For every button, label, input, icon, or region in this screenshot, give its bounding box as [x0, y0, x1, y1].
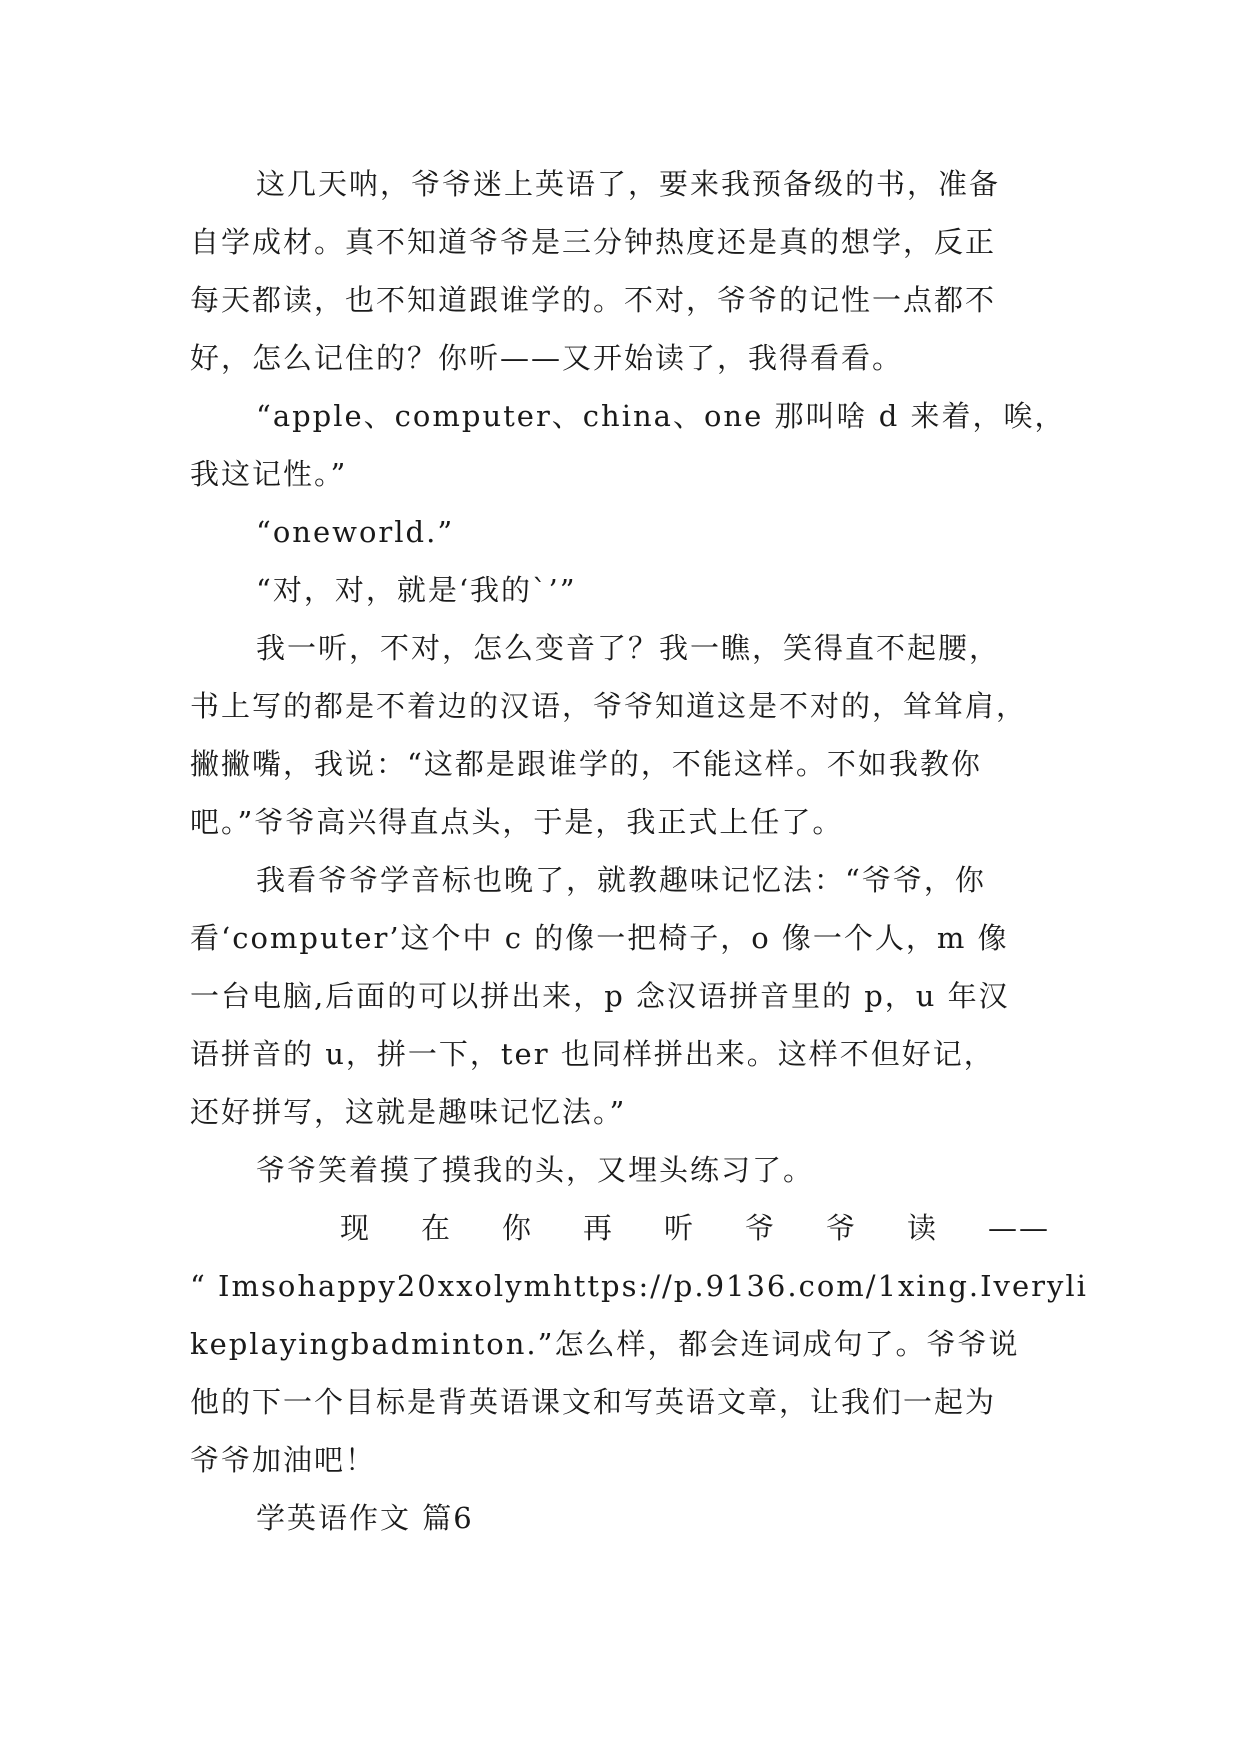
text-line: 我这记性。” — [190, 457, 348, 491]
paragraph-yes-quote — [190, 561, 1050, 619]
spread-char: —— — [988, 1211, 1050, 1245]
paragraph-grandpa-learning — [190, 155, 1050, 387]
text-line: 我看爷爷学音标也晚了，就教趣味记忆法：“爷爷，你 — [256, 863, 986, 897]
text-line: 自学成材。真不知道爷爷是三分钟热度还是真的想学，反正 — [190, 225, 997, 259]
paragraph-laughing — [190, 619, 1050, 851]
text-line: 看‘computer’这个中 c 的像一把椅子，o 像一个人，m 像 — [190, 921, 1009, 955]
text-line: 一台电脑,后面的可以拼出来，p 念汉语拼音里的 p，u 年汉 — [190, 979, 1010, 1013]
spread-char: 爷 — [745, 1211, 777, 1245]
text-line: “oneworld.” — [256, 515, 455, 549]
text-line: 爷爷笑着摸了摸我的头，又埋头练习了。 — [256, 1153, 815, 1187]
paragraph-apple-quote — [190, 387, 1066, 503]
spread-char: 现 — [340, 1211, 372, 1245]
spread-char: 读 — [907, 1211, 939, 1245]
text-line: 撇撇嘴，我说：“这都是跟谁学的，不能这样。不如我教你 — [190, 747, 982, 781]
paragraph-oneworld-quote — [190, 503, 1050, 561]
paragraph-memory-method — [190, 851, 1050, 1141]
text-line: 还好拼写，这就是趣味记忆法。” — [190, 1095, 627, 1129]
text-line: 我一听，不对，怎么变音了？我一瞧，笑得直不起腰， — [256, 631, 1001, 665]
text-line: 这几天呐，爷爷迷上英语了，要来我预备级的书，准备 — [256, 167, 1001, 201]
text-line: 书上写的都是不着边的汉语，爷爷知道这是不对的，耸耸肩， — [190, 689, 1028, 723]
text-line: 爷爷加油吧！ — [190, 1443, 377, 1477]
spread-char: 爷 — [826, 1211, 858, 1245]
section-heading: 学英语作文 篇6 — [256, 1501, 474, 1535]
text-line: “对，对，就是‘我的`’” — [256, 573, 577, 607]
spread-char: 在 — [421, 1211, 453, 1245]
text-line: 每天都读，也不知道跟谁学的。不对，爷爷的记性一点都不 — [190, 283, 997, 317]
paragraph-now-listen — [190, 1199, 1088, 1489]
spread-char: 再 — [583, 1211, 615, 1245]
text-line: 语拼音的 u，拼一下，ter 也同样拼出来。这样不但好记， — [190, 1037, 995, 1071]
text-line: 吧。”爷爷高兴得直点头，于是，我正式上任了。 — [190, 805, 844, 839]
document-page — [190, 155, 1088, 1547]
spread-char: 听 — [664, 1211, 696, 1245]
spread-text-line — [190, 1199, 1050, 1257]
text-line: 好，怎么记住的？你听——又开始读了，我得看看。 — [190, 341, 904, 375]
text-line: “apple、computer、china、one 那叫啥 d 来着，唉， — [256, 399, 1066, 433]
text-line: “ Imsohappy20xxolymhttps://p.9136.com/1xing.Iveryli — [190, 1269, 1088, 1303]
paragraph-grandpa-smiles — [190, 1141, 1050, 1199]
text-line: keplayingbadminton.”怎么样，都会连词成句了。爷爷说 — [190, 1327, 1020, 1361]
spread-char: 你 — [502, 1211, 534, 1245]
text-line: 他的下一个目标是背英语课文和写英语文章，让我们一起为 — [190, 1385, 997, 1419]
